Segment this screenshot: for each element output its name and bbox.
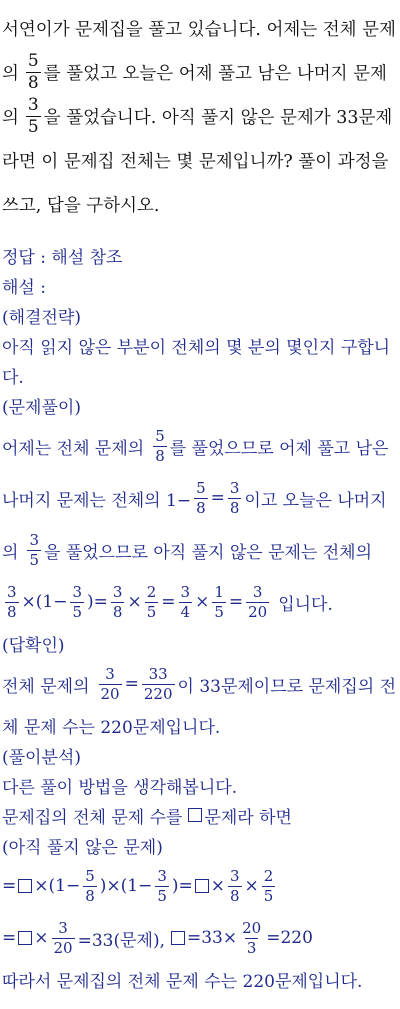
check-heading	[2, 628, 398, 658]
numerator: 5	[196, 478, 206, 497]
denominator: 5	[157, 886, 167, 905]
operator: =33×	[186, 928, 238, 948]
operator: ×	[34, 928, 49, 948]
denominator: 8	[112, 602, 123, 621]
check-heading-text: (답확인)	[2, 635, 65, 656]
numerator: 3	[112, 582, 123, 601]
final-line	[2, 964, 398, 994]
fraction	[27, 530, 41, 569]
denominator: 8	[7, 602, 17, 621]
denominator: 5	[27, 116, 39, 137]
denominator: 8	[196, 498, 206, 517]
denominator: 8	[85, 886, 95, 905]
question-text: 라면 이 문제집 전체는 몇 문제입니까? 풀이 과정을	[2, 151, 389, 172]
denominator: 5	[263, 886, 274, 905]
denominator: 4	[180, 602, 191, 621]
strategy-text: 아직 읽지 않은 부분이 전체의 몇 분의 몇인지 구합니	[2, 337, 391, 358]
numerator: 2	[146, 582, 157, 601]
fraction	[145, 582, 159, 621]
denominator: 20	[100, 684, 120, 703]
fraction	[111, 582, 125, 621]
analysis-text: (아직 풀지 않은 문제)	[2, 837, 163, 858]
solution-text: 를 풀었으므로 어제 풀고 남은	[169, 438, 389, 459]
explain-label	[2, 270, 398, 300]
question-line-1	[2, 6, 398, 50]
operator: =	[2, 928, 17, 948]
operator: ×(1−	[21, 592, 68, 612]
numerator: 3	[27, 94, 39, 115]
question-line-5	[2, 182, 398, 226]
numerator: 3	[7, 582, 17, 601]
fraction	[228, 866, 242, 905]
numerator: 5	[27, 50, 39, 71]
strategy-text: 다.	[2, 367, 24, 388]
solution-line-1	[2, 420, 398, 472]
operator: =	[228, 592, 244, 612]
numerator: 3	[229, 478, 240, 497]
analysis-line-3	[2, 830, 398, 860]
check-line-1	[2, 658, 398, 710]
denominator: 5	[146, 602, 157, 621]
equals-sign: =	[210, 488, 225, 508]
check-text: 체 문제 수는 220문제입니다.	[2, 717, 221, 738]
solution-heading-text: (문제풀이)	[2, 397, 81, 418]
numerator: 3	[157, 866, 167, 885]
fraction	[179, 582, 193, 621]
solution-text: 의	[2, 542, 19, 563]
solution-text: 나머지 문제는 전체의 1−	[2, 490, 192, 511]
solution-text: 을 풀었으므로 아직 풀지 않은 문제는 전체의	[43, 542, 373, 563]
question-text: 의	[2, 63, 19, 84]
numerator: 3	[29, 530, 39, 549]
fraction	[240, 918, 263, 957]
check-line-2	[2, 710, 398, 740]
equals-sign: =	[124, 674, 139, 694]
blank-box-icon	[188, 808, 202, 822]
fraction	[194, 478, 208, 517]
numerator: 2	[263, 866, 274, 885]
question-text: 를 풀었고 오늘은 어제 풀고 남은 나머지 문제	[43, 63, 387, 84]
fraction	[262, 866, 276, 905]
denominator: 220	[143, 684, 173, 703]
answer-line	[2, 240, 398, 270]
analysis-text: 문제라 하면	[204, 807, 292, 828]
fraction	[70, 582, 84, 621]
analysis-heading-text: (풀이분석)	[2, 747, 81, 768]
fraction	[83, 866, 97, 905]
denominator: 5	[72, 602, 83, 621]
numerator: 5	[155, 426, 165, 445]
blank-box-icon	[195, 879, 209, 893]
denominator: 3	[246, 938, 257, 957]
check-text: 전체 문제의	[2, 676, 90, 697]
numerator: 20	[242, 918, 262, 937]
final-text: 따라서 문제집의 전체 문제 수는 220문제입니다.	[2, 971, 363, 992]
question-text: 의	[2, 107, 19, 128]
equation-line-1	[2, 860, 398, 912]
fraction	[5, 582, 19, 621]
fraction	[155, 866, 169, 905]
strategy-heading-text: (해결전략)	[2, 307, 81, 328]
operator: ×	[210, 876, 225, 896]
strategy-line-2	[2, 360, 398, 390]
fraction	[212, 582, 226, 621]
numerator: 1	[214, 582, 224, 601]
fraction	[99, 664, 122, 703]
numerator: 3	[72, 582, 83, 601]
operator: =	[161, 592, 176, 612]
denominator: 5	[214, 602, 224, 621]
question-text: 을 풀었습니다. 아직 풀지 않은 문제가 33문제	[43, 107, 393, 128]
operator: )=	[87, 592, 108, 612]
fraction	[246, 582, 269, 621]
solution-text: 이고 오늘은 나머지	[244, 490, 387, 511]
analysis-line-1	[2, 770, 398, 800]
solution-text: 입니다.	[278, 594, 333, 615]
question-block	[2, 6, 398, 226]
solution-text: 어제는 전체 문제의	[2, 438, 145, 459]
blank-box-icon	[171, 931, 185, 945]
blank-box-icon	[18, 931, 32, 945]
blank-box-icon	[18, 879, 32, 893]
fraction	[228, 478, 242, 517]
equation-text: =33(문제),	[77, 930, 165, 951]
question-line-2	[2, 50, 398, 94]
strategy-heading	[2, 300, 398, 330]
fraction	[153, 426, 167, 465]
answer-text: 정답 : 해설 참조	[2, 247, 123, 268]
fraction	[26, 94, 41, 137]
operator: )=	[171, 876, 193, 896]
denominator: 8	[27, 72, 39, 93]
solution-line-3	[2, 524, 398, 576]
fraction	[26, 50, 41, 93]
operator: ×(1−	[34, 876, 81, 896]
denominator: 20	[53, 938, 73, 957]
operator: ×	[127, 592, 142, 612]
question-line-4	[2, 138, 398, 182]
strategy-line-1	[2, 330, 398, 360]
equation-line-2	[2, 912, 398, 964]
analysis-text: 다른 풀이 방법을 생각해봅니다.	[2, 777, 238, 798]
question-line-3	[2, 94, 398, 138]
numerator: 33	[148, 664, 168, 683]
solution-line-2	[2, 472, 398, 524]
numerator: 5	[85, 866, 95, 885]
denominator: 8	[155, 446, 165, 465]
operator: )×(1−	[99, 876, 153, 896]
calculation-line	[2, 576, 398, 628]
operator: ×	[195, 592, 210, 612]
fraction	[142, 664, 175, 703]
fraction	[52, 918, 75, 957]
numerator: 3	[252, 582, 263, 601]
numerator: 3	[180, 582, 191, 601]
numerator: 3	[58, 918, 68, 937]
operator: ×	[244, 876, 259, 896]
denominator: 8	[230, 886, 240, 905]
analysis-line-2	[2, 800, 398, 830]
solution-heading	[2, 390, 398, 420]
analysis-heading	[2, 740, 398, 770]
check-text: 이 33문제이므로 문제집의 전	[177, 676, 396, 697]
analysis-text: 문제집의 전체 문제 수를	[2, 807, 183, 828]
equation-text: =220	[266, 928, 313, 948]
answer-block	[2, 240, 398, 994]
denominator: 20	[248, 602, 268, 621]
explain-label-text: 해설 :	[2, 277, 46, 298]
numerator: 3	[105, 664, 115, 683]
operator: =	[2, 876, 17, 896]
denominator: 5	[29, 550, 39, 569]
question-text: 서연이가 문제집을 풀고 있습니다. 어제는 전체 문제	[2, 19, 396, 40]
denominator: 8	[229, 498, 240, 517]
numerator: 3	[230, 866, 240, 885]
question-text: 쓰고, 답을 구하시오.	[2, 195, 160, 216]
